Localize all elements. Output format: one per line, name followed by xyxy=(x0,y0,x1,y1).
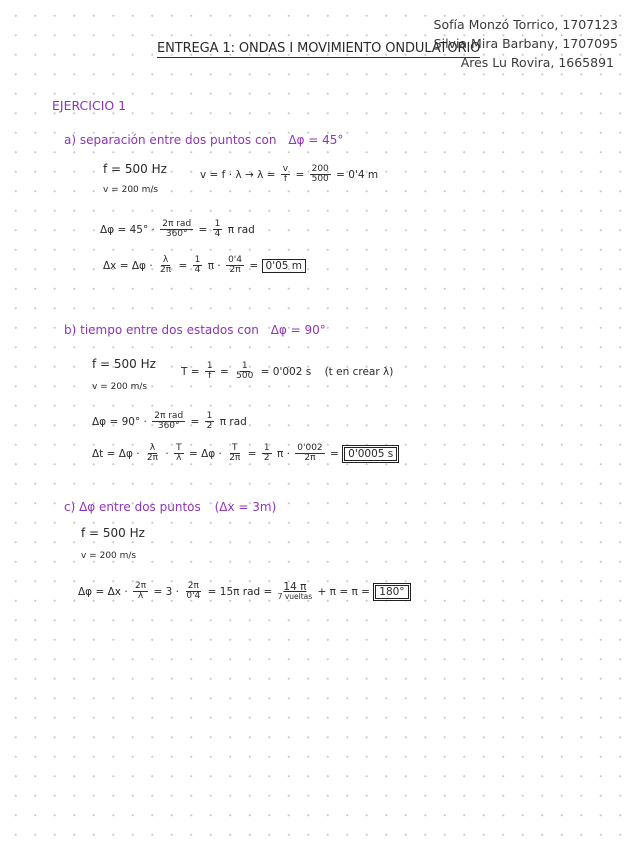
part-b-heading-expr: Δφ = 90° xyxy=(270,323,326,337)
part-a-velocity: v = 200 m/s xyxy=(103,185,159,195)
fraction xyxy=(226,256,244,276)
denominator: 4 xyxy=(194,265,201,276)
fraction xyxy=(158,256,173,276)
eq-text: = xyxy=(295,168,305,181)
denominator: λ xyxy=(137,591,144,602)
eq-text: = Δφ · xyxy=(188,447,222,460)
eq-text: Δφ = Δx · xyxy=(78,585,128,598)
numerator: T xyxy=(176,443,182,453)
period-note: (t en crear λ) xyxy=(324,365,394,378)
eq-text: = xyxy=(247,447,257,460)
fraction xyxy=(145,444,160,464)
denominator: λ xyxy=(176,453,182,464)
denominator: 2 xyxy=(263,453,270,464)
eq-text: · xyxy=(165,447,169,460)
numerator: 0'4 xyxy=(228,255,243,265)
fraction xyxy=(160,220,193,240)
eq-text: = xyxy=(190,415,200,428)
eq-text: = xyxy=(249,259,259,272)
numerator: 1 xyxy=(263,443,270,453)
numerator: 2π rad xyxy=(162,219,192,229)
part-b-phase-eq xyxy=(92,412,247,432)
eq-text: v = f · λ → λ = xyxy=(200,168,276,181)
fraction xyxy=(227,444,242,464)
numerator: 1 xyxy=(206,411,213,421)
fraction xyxy=(174,444,184,464)
denominator: 2π xyxy=(160,265,172,276)
full-turns xyxy=(278,582,313,601)
result-box: 0'05 m xyxy=(262,259,307,273)
part-c-heading-expr: (Δx = 3m) xyxy=(214,500,277,514)
part-a-frequency: f = 500 Hz xyxy=(103,162,167,176)
eq-text: = 3 · xyxy=(153,585,179,598)
eq-text: = xyxy=(178,259,188,272)
eq-text: = xyxy=(330,447,339,460)
numerator: v xyxy=(282,164,289,174)
fraction xyxy=(193,256,203,276)
part-c-frequency: f = 500 Hz xyxy=(81,526,145,540)
author-1: Sofía Monzó Torrico, 1707123 xyxy=(433,17,618,32)
denominator: 500 xyxy=(311,174,329,185)
denominator: 0'4 xyxy=(186,591,201,602)
part-b-velocity: v = 200 m/s xyxy=(92,382,148,392)
fraction xyxy=(152,412,185,432)
part-a-phase-eq xyxy=(100,220,255,240)
fraction xyxy=(295,444,324,464)
numerator: 1 xyxy=(206,361,213,371)
numerator: T xyxy=(232,443,238,453)
turns-note: 7 vueltas xyxy=(277,592,313,602)
numerator: 1 xyxy=(194,255,201,265)
result-box: 0'0005 s xyxy=(342,445,399,463)
eq-text: + π = π = xyxy=(317,585,370,598)
numerator: 1 xyxy=(214,219,221,229)
part-a-heading xyxy=(64,133,343,147)
fraction xyxy=(184,582,202,602)
author-3: Ares Lu Rovira, 1665891 xyxy=(460,55,614,70)
denominator: f xyxy=(208,371,212,382)
fraction xyxy=(262,444,272,464)
part-b-period-eq xyxy=(181,362,393,382)
exercise-heading: EJERCICIO 1 xyxy=(52,98,127,113)
denominator: 360° xyxy=(165,229,188,240)
eq-text: π rad xyxy=(227,223,255,236)
denominator: 360° xyxy=(157,421,180,432)
eq-text: π rad xyxy=(219,415,247,428)
denominator: f xyxy=(283,174,288,185)
turns-value: 14 π xyxy=(283,581,307,593)
eq-text: π · xyxy=(207,259,221,272)
fraction xyxy=(133,582,148,602)
denominator: 4 xyxy=(214,229,221,240)
eq-text: = 0'002 s xyxy=(260,365,312,378)
eq-text: Δφ = 45° · xyxy=(100,223,155,236)
part-b-frequency: f = 500 Hz xyxy=(92,357,156,371)
page-title: ENTREGA 1: ONDAS I MOVIMIENTO ONDULATORIO xyxy=(157,41,481,56)
part-b-heading xyxy=(64,323,326,337)
author-2: Silvia Mira Barbany, 1707095 xyxy=(433,36,618,51)
denominator: 2 xyxy=(206,421,213,432)
fraction xyxy=(281,165,290,185)
denominator: 2π xyxy=(304,453,316,464)
eq-text: Δx = Δφ · xyxy=(103,259,153,272)
eq-text: T = xyxy=(181,365,200,378)
part-b-time-eq xyxy=(92,444,399,464)
part-a-heading-expr: Δφ = 45° xyxy=(288,133,344,147)
denominator: 2π xyxy=(229,453,241,464)
fraction xyxy=(213,220,223,240)
numerator: 0'002 xyxy=(297,443,323,453)
denominator: 2π xyxy=(229,265,241,276)
fraction xyxy=(205,412,215,432)
denominator: 2π xyxy=(146,453,159,464)
eq-text: Δφ = 90° · xyxy=(92,415,147,428)
numerator: 2π rad xyxy=(154,411,184,421)
numerator: 2π xyxy=(187,581,199,591)
part-b-heading-text: b) tiempo entre dos estados con xyxy=(64,323,259,337)
part-a-distance-eq xyxy=(103,256,306,276)
fraction xyxy=(310,165,331,185)
eq-text: = xyxy=(198,223,208,236)
eq-text: Δt = Δφ · xyxy=(92,447,140,460)
numerator: λ xyxy=(149,443,156,453)
part-c-heading xyxy=(64,500,276,514)
numerator: 1 xyxy=(241,361,248,371)
part-a-heading-text: a) separación entre dos puntos con xyxy=(64,133,277,147)
result-box: 180° xyxy=(373,583,410,601)
part-c-heading-text: c) Δφ entre dos puntos xyxy=(64,500,201,514)
eq-text: π · xyxy=(276,447,290,460)
fraction xyxy=(205,362,215,382)
fraction xyxy=(234,362,255,382)
part-c-velocity: v = 200 m/s xyxy=(81,551,137,561)
eq-text: = xyxy=(219,365,229,378)
numerator: 2π xyxy=(135,581,147,591)
eq-text: = 0'4 m xyxy=(336,168,379,181)
numerator: 200 xyxy=(311,164,329,174)
numerator: λ xyxy=(162,255,169,265)
part-c-phase-eq xyxy=(78,582,411,602)
eq-text: = 15π rad = xyxy=(207,585,273,598)
denominator: 500 xyxy=(236,371,254,382)
part-a-wavelength-eq xyxy=(200,165,378,185)
